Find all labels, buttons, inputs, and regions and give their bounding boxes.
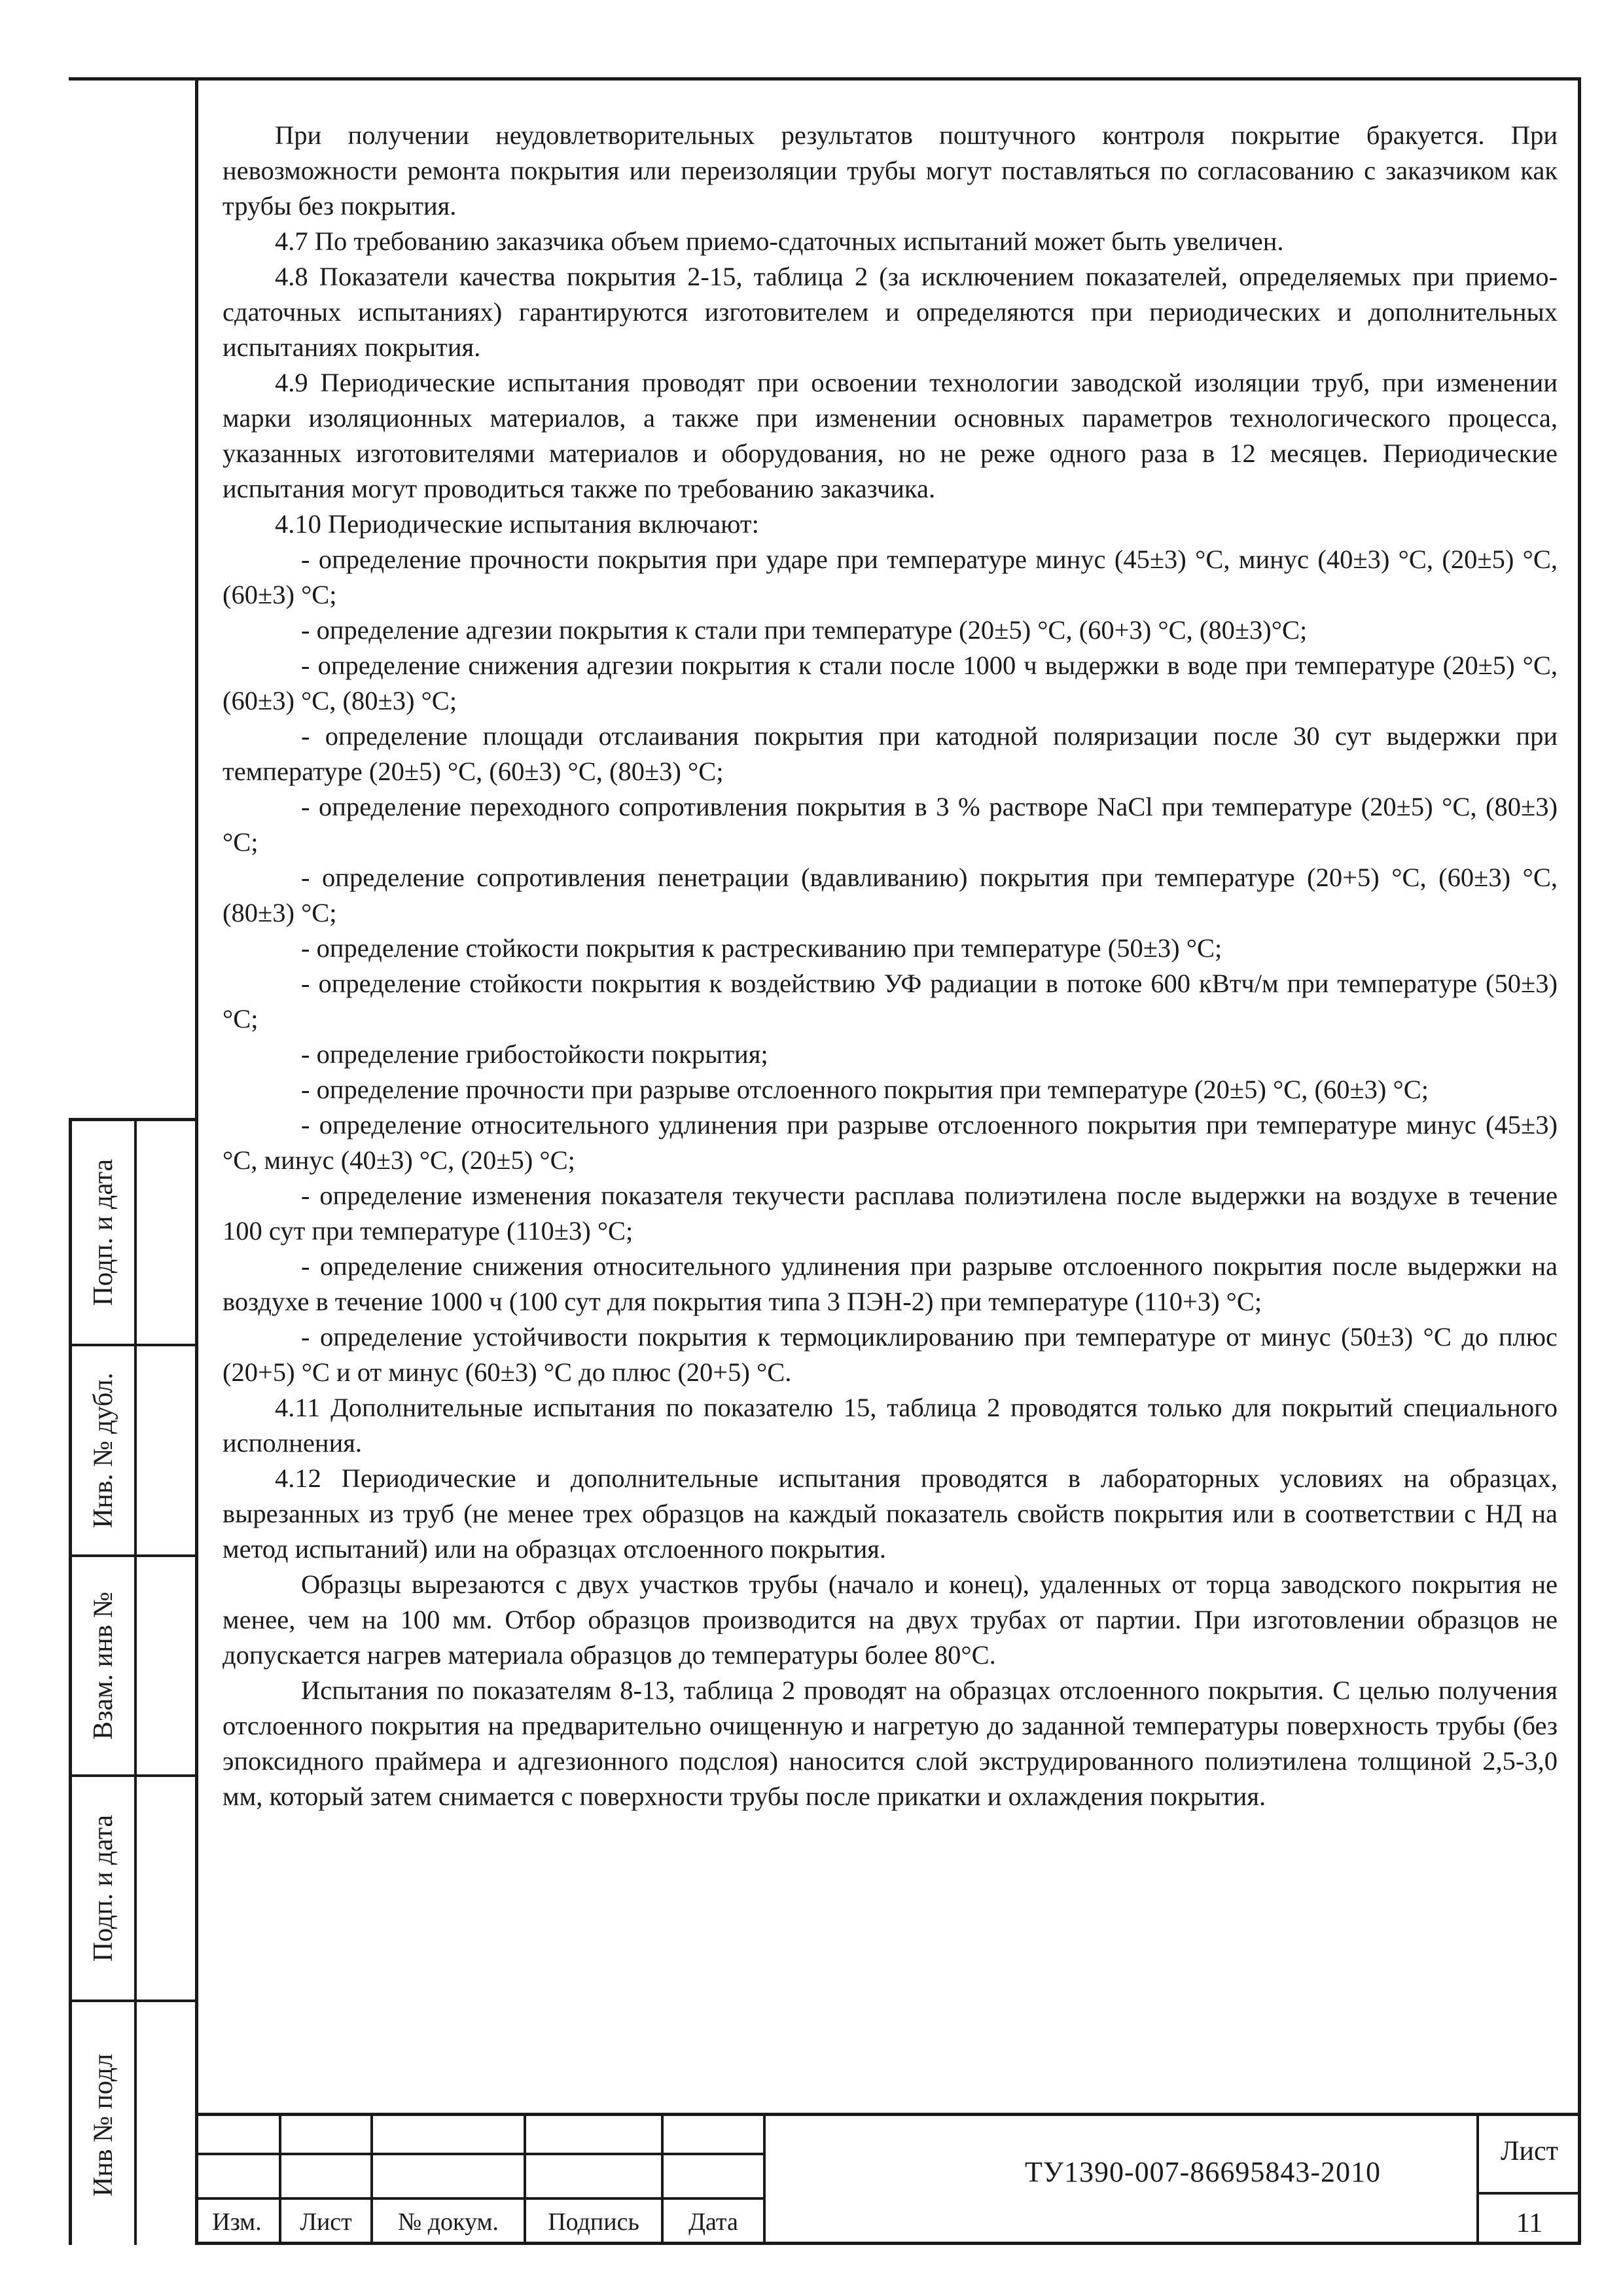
list-item: - определение грибостойкости покрытия; [301, 1039, 768, 1069]
paragraph: 4.11 Дополнительные испытания по показателю 15, таблица 2 проводятся только для покрытий специального исполнения. [223, 1393, 1558, 1458]
frame-top-left-line [69, 77, 195, 81]
list-item: - определение изменения показателя текучести расплава полиэтилена после выдержки на воздухе в течение 100 сут при температуре (110±3) °С; [223, 1181, 1558, 1246]
tb-header-list: Лист [300, 2208, 352, 2236]
list-item: - определение стойкости покрытия к воздействию УФ радиации в потоке 600 кВтч/м при температуре (50±3) °С; [223, 969, 1558, 1033]
document-number: ТУ1390-007-86695843-2010 [1025, 2156, 1381, 2188]
document-body [223, 118, 1558, 1814]
sheet-number: 11 [1516, 2208, 1543, 2238]
side-stamp [69, 1118, 195, 2245]
tb-header-izm: Изм. [212, 2208, 262, 2236]
tb-header-podpis: Подпись [548, 2208, 639, 2236]
list-item: - определение снижения относительного удлинения при разрыве отслоенного покрытия после выдержки на воздухе в течение 1000 ч (100 сут для покрытия типа 3 ПЭН-2) при температуре (110+3) °С; [223, 1251, 1558, 1316]
tb-row-line [195, 2153, 763, 2155]
paragraph: Испытания по показателям 8-13, таблица 2 проводят на образцах отслоенного покрытия. С целью получения отслоенного покрытия на предварительно очищенную и нагретую до заданной температуры поверхность трубы (без эпоксидного праймера и адгезионного подслоя) наносится слой экструдированного полиэтилена толщиной 2,5-3,0 мм, который затем снимается с поверхности трубы после прикатки и охлаждения покрытия. [223, 1676, 1558, 1811]
tb-row-line [1476, 2192, 1581, 2195]
paragraph: Образцы вырезаются с двух участков трубы (начало и конец), удаленных от торца заводского покрытия не менее, чем на 100 мм. Отбор образцов производится на двух трубах от партии. При изготовлении образцов не допускается нагрев материала образцов до температуры более 80°С. [223, 1570, 1558, 1670]
list-item: - определение устойчивости покрытия к термоциклированию при температуре от минус (50±3) °С до плюс (20+5) °С и от минус (60±3) °С до плюс (20+5) °С. [223, 1322, 1558, 1387]
list-item: - определение переходного сопротивления покрытия в 3 % растворе NaCl при температуре (20±5) °С, (80±3) °С; [223, 792, 1558, 857]
title-block [195, 2113, 1581, 2245]
paragraph: 4.9 Периодические испытания проводят при освоении технологии заводской изоляции труб, при изменении марки изоляционных материалов, а также при изменении основных параметров технологического процесса, указанных изготовителями материалов и оборудования, но не реже одного раза в 12 месяцев. Периодические испытания могут проводиться также по требованию заказчика. [223, 368, 1558, 503]
list-item: - определение прочности покрытия при ударе при температуре минус (45±3) °С, минус (40±3) °С, (20±5) °С, (60±3) °С; [223, 545, 1558, 609]
side-label: Взам. инв № [88, 1591, 118, 1740]
side-cell-podp-data-2 [72, 1777, 134, 2000]
paragraph: При получении неудовлетворительных результатов поштучного контроля покрытие бракуется. При невозможности ремонта покрытия или переизоляции трубы могут поставляться по согласованию с заказчиком как трубы без покрытия. [223, 120, 1558, 221]
side-cell-podp-data [72, 1121, 134, 1344]
list-item: - определение снижения адгезии покрытия к стали после 1000 ч выдержки в воде при температуре (20±5) °С, (60±3) °С, (80±3) °С; [223, 651, 1558, 715]
side-cell-inv-dubl [72, 1346, 134, 1554]
tb-row-line [195, 2197, 763, 2200]
list-item: - определение сопротивления пенетрации (вдавливанию) покрытия при температуре (20+5) °С, (60±3) °С, (80±3) °С; [223, 863, 1558, 927]
side-stamp-divider [134, 1121, 137, 2245]
tb-header-dokum: № докум. [397, 2208, 499, 2236]
side-label: Инв. № дубл. [88, 1372, 118, 1528]
sheet-label: Лист [1501, 2136, 1558, 2166]
side-cell-inv-podl [72, 2002, 134, 2248]
paragraph: 4.10 Периодические испытания включают: [275, 509, 759, 539]
tb-header-data: Дата [688, 2208, 738, 2236]
side-label: Подп. и дата [88, 1158, 118, 1306]
side-cell-vzam-inv [72, 1557, 134, 1774]
list-item: - определение площади отслаивания покрытия при катодной поляризации после 30 сут выдержки при температуре (20±5) °С, (60±3) °С, (80±3) °С; [223, 721, 1558, 786]
list-item: - определение относительного удлинения при разрыве отслоенного покрытия при температуре минус (45±3) °С, минус (40±3) °С, (20±5) °С; [223, 1110, 1558, 1175]
list-item: - определение прочности при разрыве отслоенного покрытия при температуре (20±5) °С, (60±3) °С; [301, 1075, 1429, 1104]
paragraph: 4.7 По требованию заказчика объем приемо-сдаточных испытаний может быть увеличен. [275, 226, 1284, 256]
list-item: - определение адгезии покрытия к стали при температуре (20±5) °С, (60+3) °С, (80±3)°С; [301, 615, 1308, 645]
paragraph: 4.8 Показатели качества покрытия 2-15, таблица 2 (за исключением показателей, определяемых при приемо-сдаточных испытаниях) гарантируются изготовителем и определяются при периодических и дополнительных испытаниях покрытия. [223, 262, 1558, 362]
list-item: - определение стойкости покрытия к растрескиванию при температуре (50±3) °С; [301, 933, 1222, 963]
paragraph: 4.12 Периодические и дополнительные испытания проводятся в лабораторных условиях на образцах, вырезанных из труб (не менее трех образцов на каждый показатель свойств покрытия или в соответствии с НД на метод испытаний) или на образцах отслоенного покрытия. [223, 1463, 1558, 1564]
side-label: Подп. и дата [88, 1814, 118, 1962]
side-label: Инв № подл [88, 2053, 118, 2197]
